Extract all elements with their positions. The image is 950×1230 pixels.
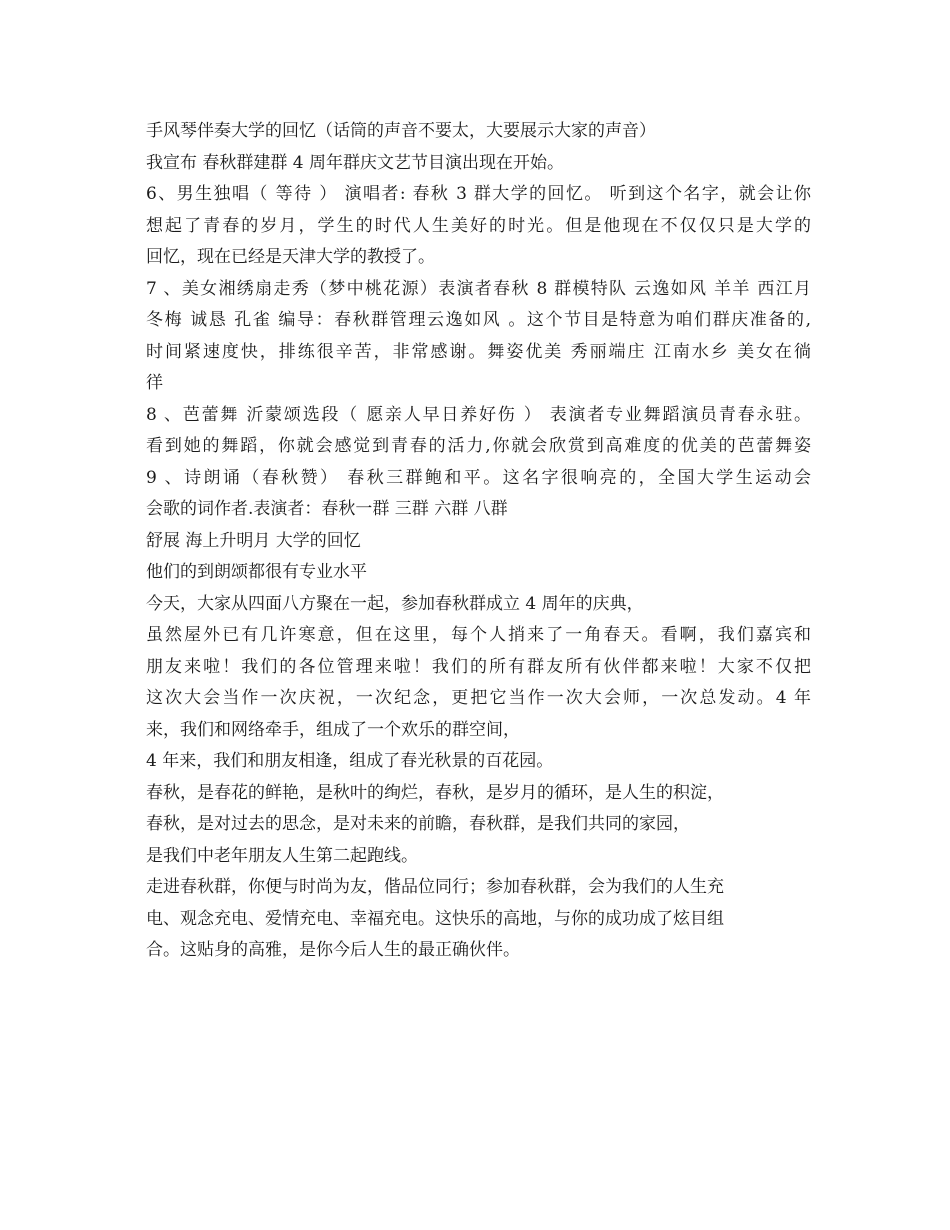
text-line: 春秋，是对过去的思念，是对未来的前瞻，春秋群，是我们共同的家园， bbox=[146, 814, 690, 834]
text-line: 徉 bbox=[146, 373, 163, 393]
text-line: 我宣布 春秋群建群 4 周年群庆文艺节目演出现在开始。 bbox=[146, 152, 565, 173]
text-line: 9 、诗朗诵（春秋赞） 春秋三群鲍和平。这名字很响亮的，全国大学生运动会 bbox=[146, 467, 811, 488]
text-line: 虽然屋外已有几许寒意，但在这里，每个人捎来了一角春天。看啊，我们嘉宾和 bbox=[146, 625, 811, 645]
text-line: 7 、美女湘绣扇走秀（梦中桃花源）表演者春秋 8 群模特队 云逸如风 羊羊 西江月 bbox=[146, 278, 811, 299]
text-line: 电、观念充电、爱情充电、幸福充电。这快乐的高地，与你的成功成了炫目组 bbox=[146, 908, 724, 929]
text-line: 回忆，现在已经是天津大学的教授了。 bbox=[146, 247, 435, 267]
text-line: 时间紧速度快，排练很辛苦，非常感谢。舞姿优美 秀丽端庄 江南水乡 美女在徜 bbox=[146, 341, 811, 362]
text-line: 6、男生独唱（ 等待 ） 演唱者: 春秋 3 群大学的回忆。 听到这个名字，就会让你 bbox=[146, 184, 811, 204]
text-line: 来，我们和网络牵手，组成了一个欢乐的群空间， bbox=[146, 719, 520, 740]
text-line: 想起了青春的岁月，学生的时代人生美好的时光。但是他现在不仅仅只是大学的 bbox=[146, 215, 811, 236]
text-line: 看到她的舞蹈，你就会感觉到青春的活力,你就会欣赏到高难度的优美的芭蕾舞姿 bbox=[146, 436, 811, 456]
text-line: 这次大会当作一次庆祝，一次纪念，更把它当作一次大会师，一次总发动。4 年 bbox=[146, 688, 811, 708]
text-line: 今天，大家从四面八方聚在一起，参加春秋群成立 4 周年的庆典， bbox=[146, 593, 644, 614]
text-line: 冬梅 诚恳 孔雀 编导：春秋群管理云逸如风 。这个节目是特意为咱们群庆准备的, bbox=[146, 310, 811, 330]
text-line: 会歌的词作者.表演者：春秋一群 三群 六群 八群 bbox=[146, 499, 508, 519]
text-line: 他们的到朗颂都很有专业水平 bbox=[146, 562, 367, 582]
text-line: 走进春秋群，你便与时尚为友，偕品位同行；参加春秋群，会为我们的人生充 bbox=[146, 877, 724, 897]
text-line: 合。这贴身的高雅，是你今后人生的最正确伙伴。 bbox=[146, 940, 520, 960]
text-line: 春秋，是春花的鲜艳，是秋叶的绚烂，春秋，是岁月的循环，是人生的积淀， bbox=[146, 782, 724, 803]
text-line: 朋友来啦！我们的各位管理来啦！我们的所有群友所有伙伴都来啦！大家不仅把 bbox=[146, 656, 811, 677]
text-line: 是我们中老年朋友人生第二起跑线。 bbox=[146, 845, 418, 866]
document-body bbox=[146, 116, 811, 967]
text-line: 手风琴伴奏大学的回忆（话筒的声音不要太，大要展示大家的声音） bbox=[146, 121, 656, 141]
text-line: 8 、芭蕾舞 沂蒙颂选段（ 愿亲人早日养好伤 ） 表演者专业舞蹈演员青春永驻。 bbox=[146, 404, 811, 425]
text-line: 舒展 海上升明月 大学的回忆 bbox=[146, 530, 361, 551]
text-line: 4 年来，我们和朋友相逢，组成了春光秋景的百花园。 bbox=[146, 751, 554, 771]
